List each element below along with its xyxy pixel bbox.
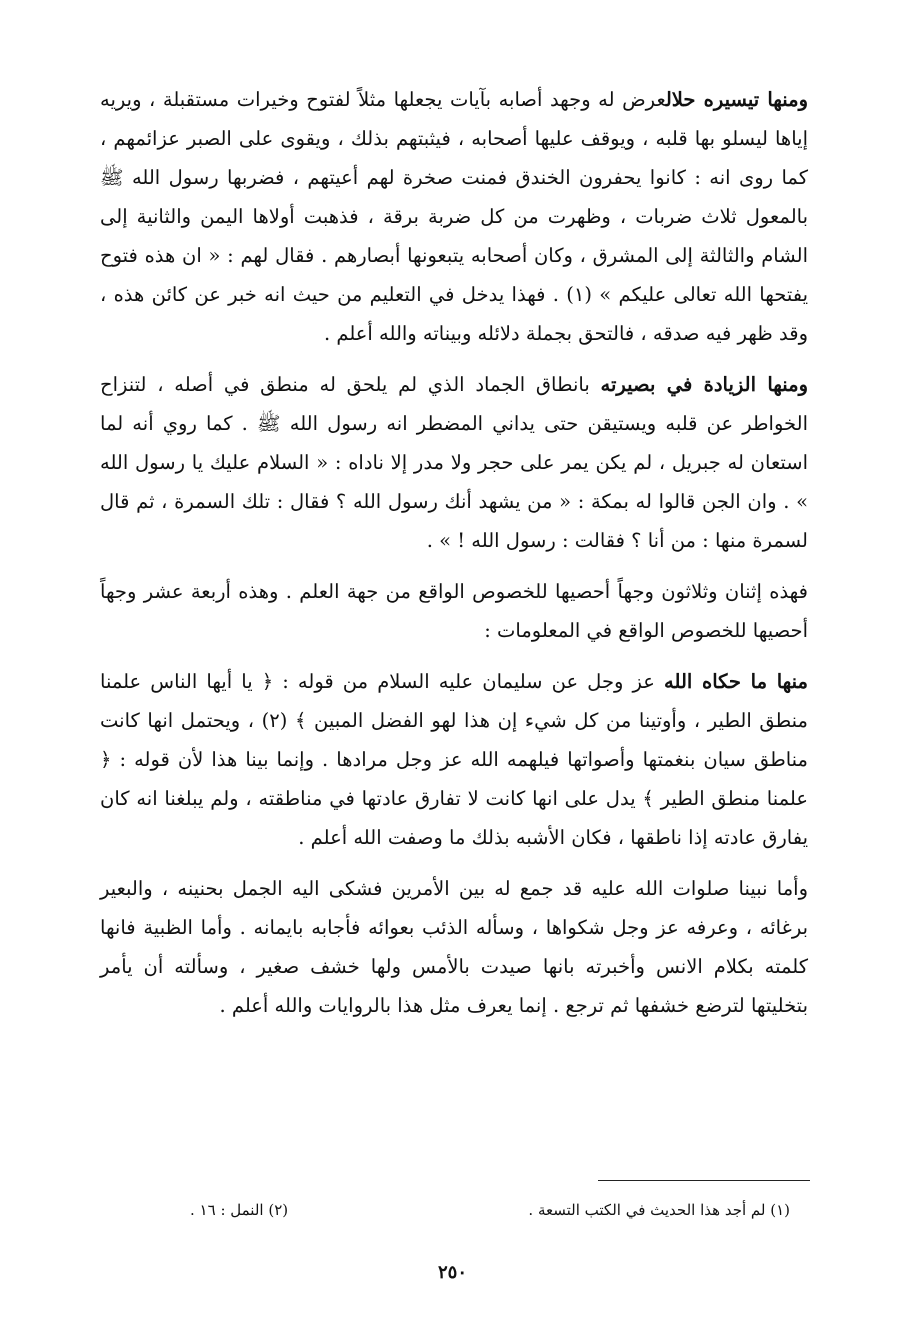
page-number: ٢٥٠: [437, 1262, 467, 1283]
paragraph-5: [100, 869, 808, 1025]
paragraph-text: وأما نبينا صلوات الله عليه قد جمع له بين الأمرين فشكى اليه الجمل بحنينه ، والبعير برغائه ، وعرفه عز وجل شكواها ، وسأله الذئب بعوائه فأجابه بايمانه . وأما الظبية فانها كلمته بكلام الانس وأخبرته بانها صيدت بالأمس ولها خشف صغير ، وسألته أن يأمر بتخليتها لترضع خشفها ثم ترجع . إنما يعرف مثل هذا بالروايات والله أعلم .: [100, 877, 808, 1017]
footnote-divider: [598, 1180, 810, 1181]
paragraph-lead: ومنها الزيادة في بصيرته: [600, 373, 808, 396]
paragraph-lead: ومنها تيسيره حلال: [665, 88, 808, 111]
paragraph-1: [100, 80, 808, 353]
paragraph-2: [100, 365, 808, 560]
paragraph-text: فهذه إثنان وثلاثون وجهاً أحصيها للخصوص الواقع من جهة العلم . وهذه أربعة عشر وجهاً أحصيها للخصوص الواقع في المعلومات :: [100, 580, 808, 642]
paragraph-4: [100, 662, 808, 857]
paragraph-text: عرض له وجهد أصابه بآيات يجعلها مثلاً لفتوح وخيرات مستقبلة ، ويريه إياها ليسلو بها قلبه ، ويوقف عليها أصحابه ، فيثبتهم بذلك ، ويقوى على الصبر عزائمهم ، كما روى انه : كانوا يحفرون الخندق فمنت صخرة لهم أعيتهم ، فضربها رسول الله ﷺ بالمعول ثلاث ضربات ، وظهرت من كل ضربة برقة ، فذهبت أولاها اليمن والثانية إلى الشام والثالثة إلى المشرق ، وكان أصحابه يتبعونها أبصارهم . فقال لهم : « ان هذه فتوح يفتحها الله تعالى عليكم » (١) . فهذا يدخل في التعليم من حيث انه خبر عن كائن هذه ، وقد ظهر فيه صدقه ، فالتحق بجملة دلائله وبيناته والله أعلم .: [100, 88, 808, 345]
footnote-1: (١) لم أجد هذا الحديث في الكتب التسعة .: [528, 1201, 790, 1219]
paragraph-text: عز وجل عن سليمان عليه السلام من قوله : ﴿ يا أيها الناس علمنا منطق الطير ، وأوتينا من كل شيء إن هذا لهو الفضل المبين ﴾ (٢) ، ويحتمل انها كانت مناطق سيان بنغمتها وأصواتها فيلهمه الله عز وجل مرادها . وإنما بينا هذا لأن قوله : ﴿ علمنا منطق الطير ﴾ يدل على انها كانت لا تفارق عادتها في مناطقته ، ولم يبلغنا انه كان يفارق عادته إذا ناطقها ، فكان الأشبه بذلك ما وصفت الله أعلم .: [100, 670, 808, 849]
paragraph-3: [100, 572, 808, 650]
paragraph-text: بانطاق الجماد الذي لم يلحق له منطق في أصله ، لتنزاح الخواطر عن قلبه ويستيقن حتى يداني المضطر انه رسول الله ﷺ . كما روي أنه لما استعان له جبريل ، لم يكن يمر على حجر ولا مدر إلا ناداه : « السلام عليك يا رسول الله » . وان الجن قالوا له بمكة : « من يشهد أنك رسول الله ؟ فقال : تلك السمرة ، ثم قال لسمرة منها : من أنا ؟ فقالت : رسول الله ! » .: [100, 373, 808, 552]
paragraph-lead: منها ما حكاه الله: [664, 670, 808, 693]
body-text: [100, 80, 808, 1037]
footnote-2: (٢) النمل : ١٦ .: [190, 1201, 289, 1219]
